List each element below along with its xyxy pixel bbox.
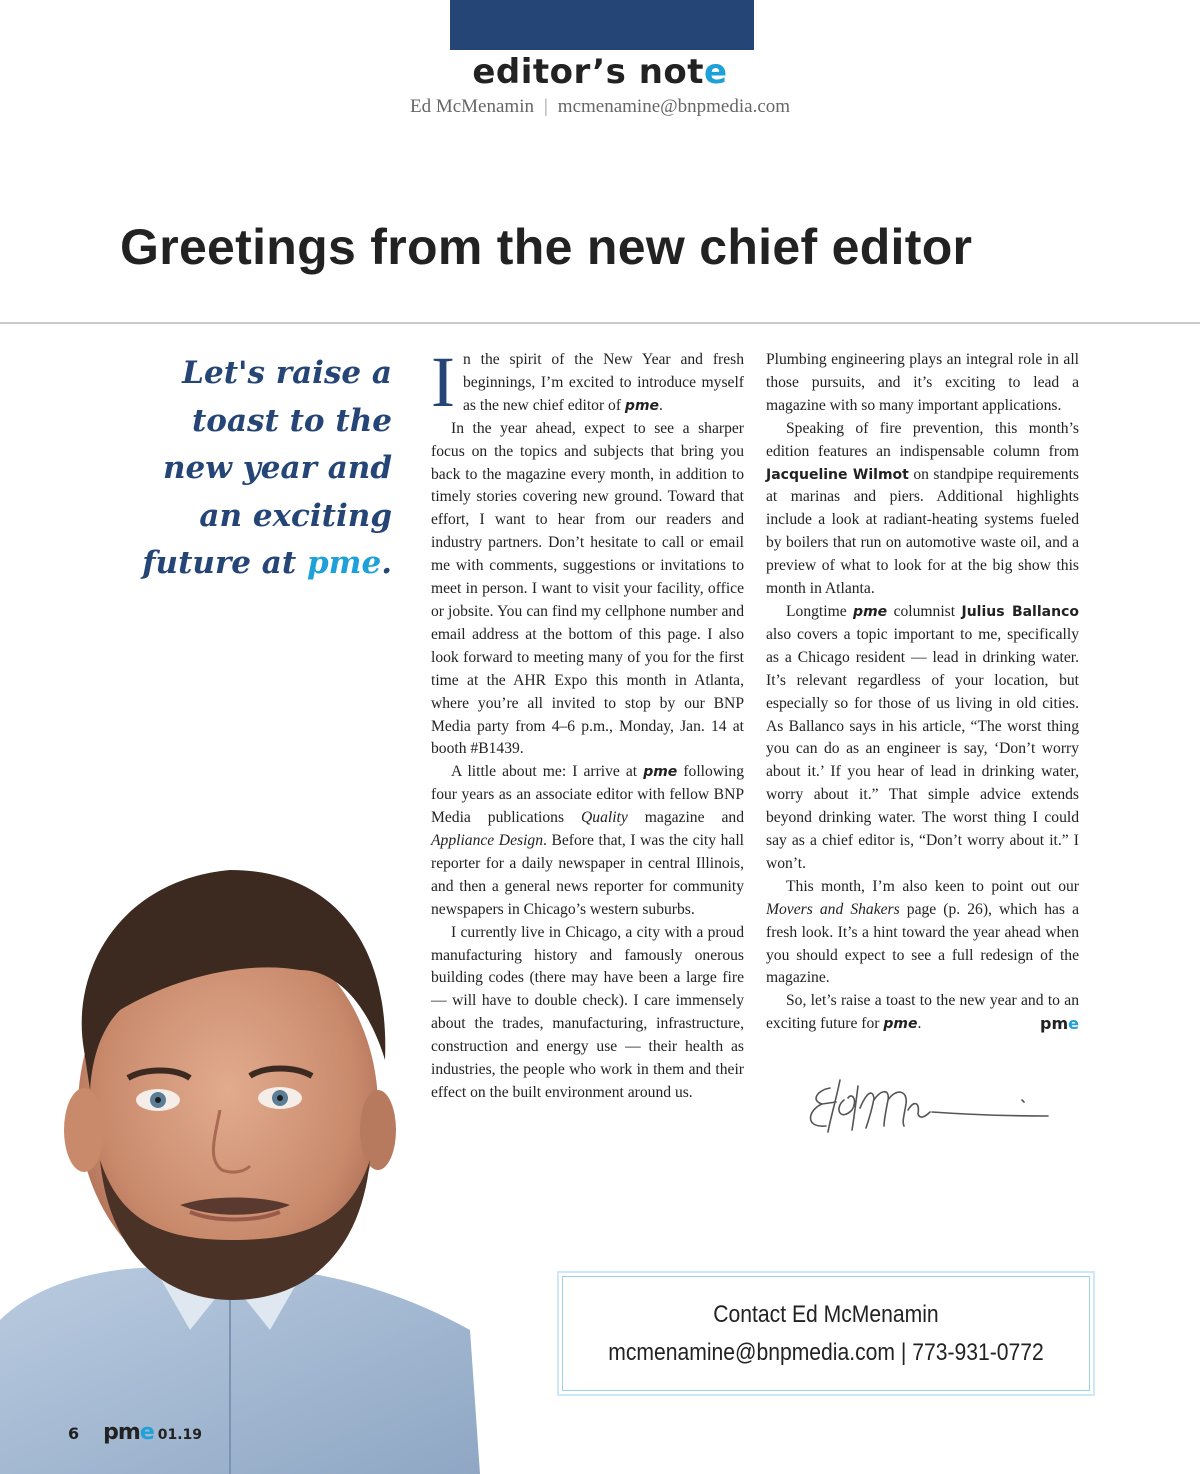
drop-cap: I [431,342,455,422]
contact-box [562,1276,1090,1391]
paragraph: So, let’s raise a toast to the new year and to an exciting future for pme. pme [766,990,1079,1036]
article-column-2 [766,349,1079,1036]
page-number: 6 [68,1424,80,1443]
byline [0,96,1200,118]
header-color-bar [450,0,754,50]
article-headline: Greetings from the new chief editor [120,219,973,275]
byline-separator: | [543,96,548,117]
contact-title: Contact Ed McMenamin [713,1301,939,1328]
paragraph: Longtime pme columnist Julius Ballanco also covers a topic important to me, specifically as a Chicago resident — lead in drinking water. It’s relevant regardless of your location, but especially so for those of us living in old cities. As Ballanco says in his article, “The worst thing you can do as an engineer is say, ‘Don’t worry about it.’ If you hear of lead in drinking water, worry about it.” That simple advice extends beyond drinking water. The worst thing I could say as a chief editor is, “Don’t worry about it.” I won’t. [766,602,1079,872]
paragraph: In the spirit of the New Year and fresh beginnings, I’m excited to introduce myself as the new chief editor of pme. [431,342,744,422]
author-photo [0,860,480,1474]
paragraph: Plumbing engineering plays an integral role in all those pursuits, and it’s exciting to lead a magazine with so many important applications. [766,351,1079,414]
paragraph: This month, I’m also keen to point out our Movers and Shakers page (p. 26), which has a fresh look. It’s a hint toward the year ahead when you should expect to see a full redesign of the magazine. [766,877,1079,987]
pull-quote: Let's raise a toast to the new year and an exciting future at pme. [142,355,392,581]
paragraph: Speaking of fire prevention, this month’s edition features an indispensable column from Jacqueline Wilmot on standpipe requirements at marinas and piers. Additional highlights include a look at radiant-heating systems fueled by boilers that run on automotive waste oil, and a preview of what to look for at the big show this month in Atlanta. [766,419,1079,598]
headline-divider [0,322,1200,324]
issue-date: 01.19 [157,1427,203,1443]
end-mark-logo: pme [1040,1014,1079,1034]
footer-logo: pme [103,1420,154,1445]
signature-image [800,1070,1060,1140]
author-name: Ed McMenamin [409,96,534,117]
paragraph: I currently live in Chicago, a city with a proud manufacturing history and famously onerous building codes (there may have been a large fire — will have to double check). I care immensely about the trades, manufacturing, infrastructure, construction and energy use — their health as industries, the people who work in them and their effect on the built environment around us. [431,923,744,1101]
author-email[interactable]: mcmenamine@bnpmedia.com [557,96,791,117]
paragraph: In the year ahead, expect to see a sharper focus on the topics and subjects that bring you back to the magazine every month, in addition to timely stories covering new ground. Toward that effort, I want to hear from our readers and industry partners. Don’t hesitate to call or email me with comments, suggestions or invitations to meet in person. I want to visit your facility, office or jobsite. You can find my cellphone number and email address at the bottom of this page. I also look forward to meeting many of you for the first time at the AHR Expo this month in Atlanta, where you’re all invited to stop by our BNP Media party from 4–6 p.m., Monday, Jan. 14 at booth #B1439. [431,419,744,758]
paragraph: A little about me: I arrive at pme following four years as an associate editor with fellow BNP Media publications Quality magazine and Appliance Design. Before that, I was the city hall reporter for a daily newspaper in central Illinois, and then a general news reporter for community newspapers in Chicago’s western suburbs. [431,763,745,918]
page-footer [68,1420,202,1444]
contact-details[interactable]: mcmenamine@bnpmedia.com | 773-931-0772 [608,1339,1044,1366]
section-title: editor’s note [472,52,728,92]
